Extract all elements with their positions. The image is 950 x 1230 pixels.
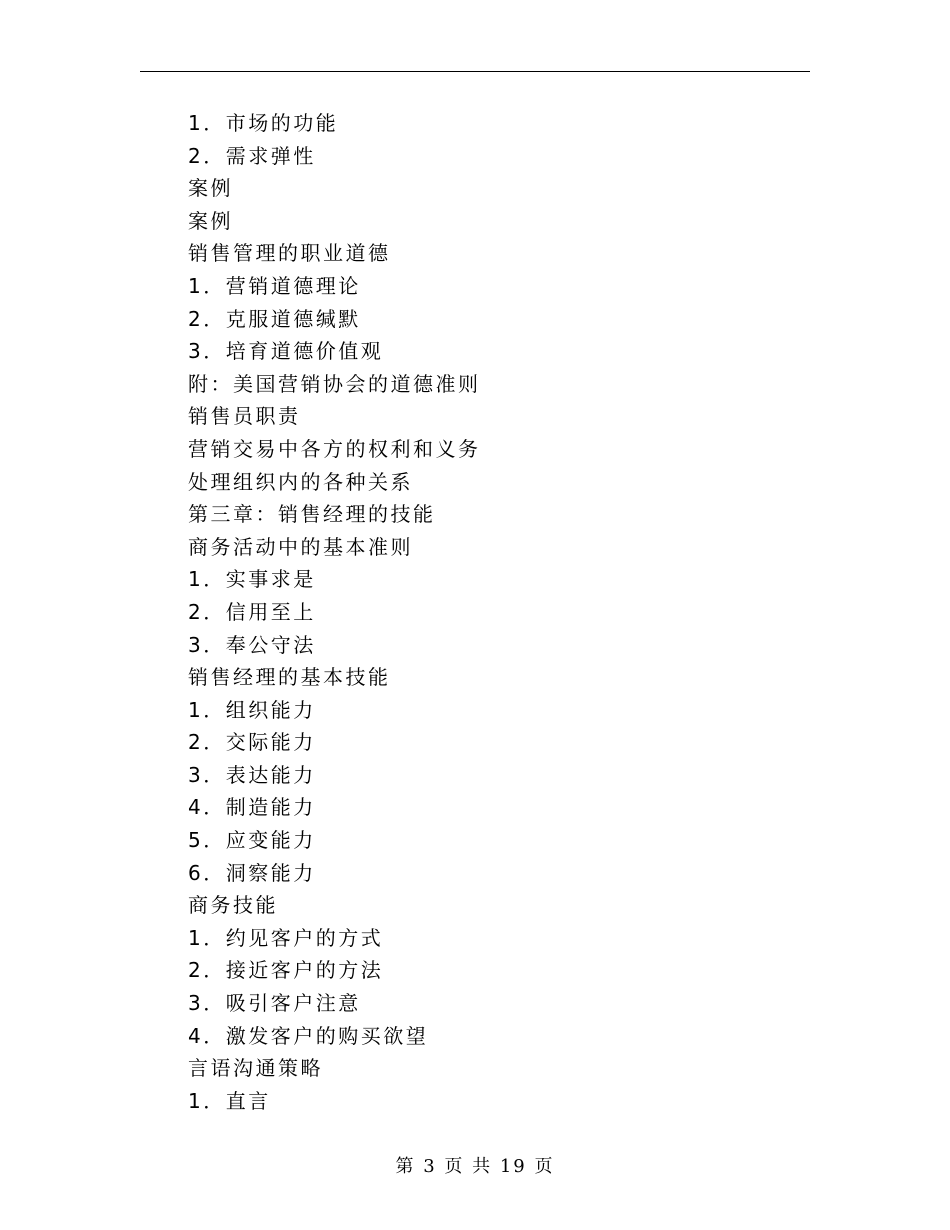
page-number-footer: 第 3 页 共 19 页	[395, 1156, 555, 1177]
text-line: 1．组织能力	[188, 697, 316, 722]
text-line: 2．需求弹性	[188, 143, 316, 168]
text-line: 2．交际能力	[188, 730, 316, 755]
section-heading: 商务技能	[188, 893, 278, 918]
section-heading: 商务活动中的基本准则	[188, 534, 413, 559]
text-line: 1．实事求是	[188, 567, 316, 592]
text-line: 案例	[188, 208, 233, 233]
text-line: 附：美国营销协会的道德准则	[188, 371, 481, 396]
text-line: 6．洞察能力	[188, 860, 316, 885]
text-line: 5．应变能力	[188, 828, 316, 853]
header-rule	[140, 71, 810, 72]
document-body	[188, 107, 808, 1117]
section-heading: 销售管理的职业道德	[188, 241, 391, 266]
text-line: 营销交易中各方的权利和义务	[188, 436, 481, 461]
text-line: 1．约见客户的方式	[188, 925, 384, 950]
text-line: 3．表达能力	[188, 762, 316, 787]
text-line: 4．制造能力	[188, 795, 316, 820]
text-line: 3．培育道德价值观	[188, 339, 384, 364]
chapter-heading: 第三章：销售经理的技能	[188, 502, 436, 527]
text-line: 案例	[188, 176, 233, 201]
section-heading: 言语沟通策略	[188, 1056, 323, 1081]
text-line: 1．营销道德理论	[188, 273, 361, 298]
text-line: 2．克服道德缄默	[188, 306, 361, 331]
text-line: 3．吸引客户注意	[188, 991, 361, 1016]
text-line: 2．信用至上	[188, 599, 316, 624]
text-line: 3．奉公守法	[188, 632, 316, 657]
text-line: 处理组织内的各种关系	[188, 469, 413, 494]
text-line: 2．接近客户的方法	[188, 958, 384, 983]
text-line: 1．市场的功能	[188, 111, 339, 135]
section-heading: 销售经理的基本技能	[188, 665, 391, 690]
section-heading: 销售员职责	[188, 404, 301, 429]
text-line: 1．直言	[188, 1088, 271, 1113]
text-line: 4．激发客户的购买欲望	[188, 1023, 429, 1048]
